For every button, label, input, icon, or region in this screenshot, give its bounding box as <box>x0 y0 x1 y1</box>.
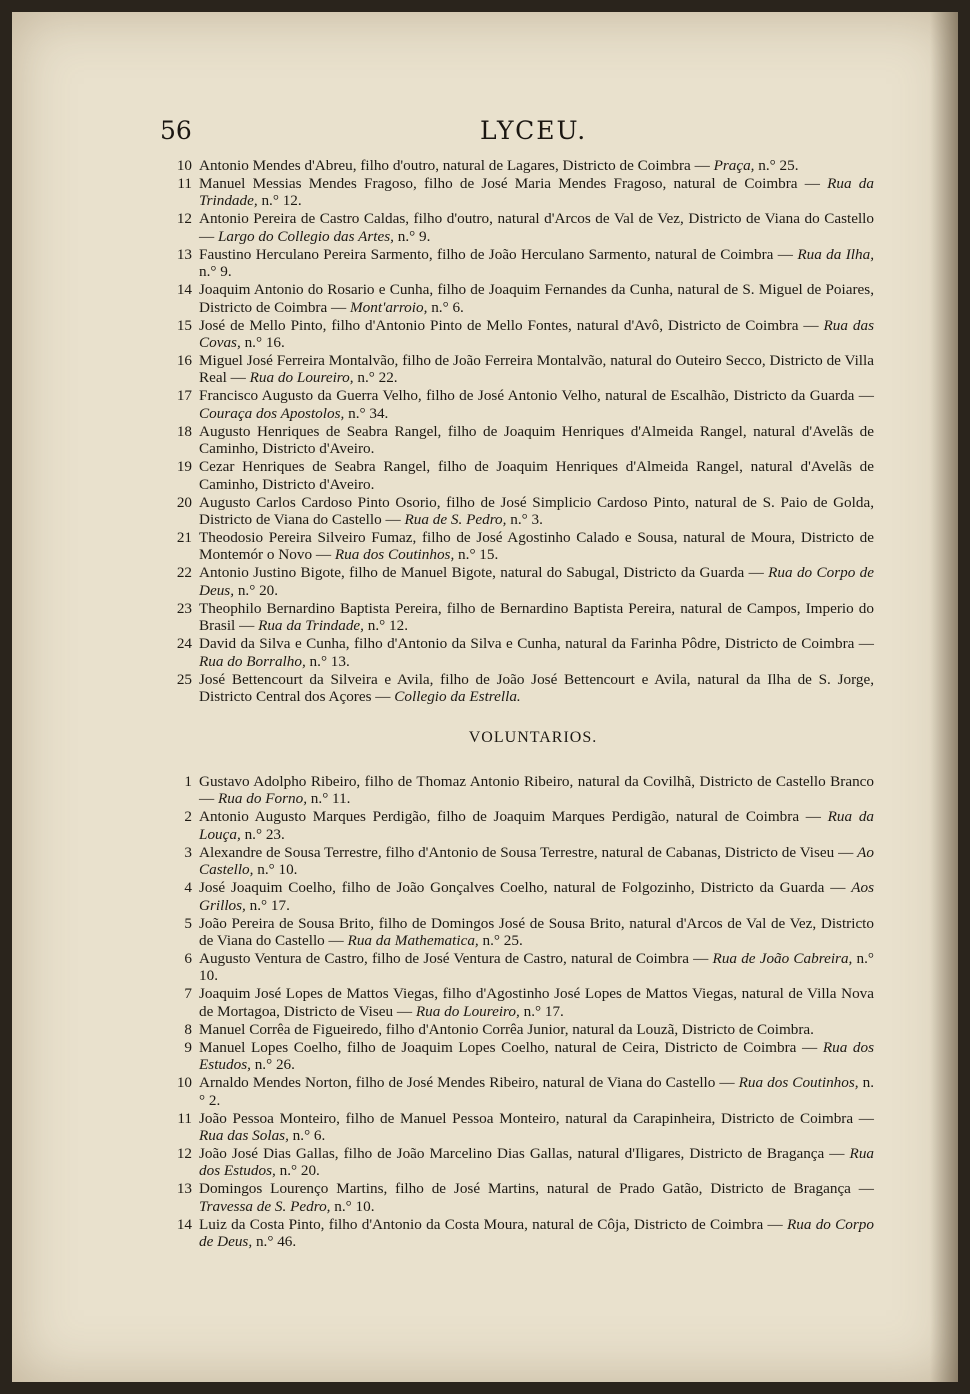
list-item <box>162 246 874 281</box>
list-item <box>162 915 874 950</box>
entry-description: Faustino Herculano Pereira Sarmento, filho de João Herculano Sarmento, natural de Coimbra — <box>199 245 793 263</box>
entry-text <box>199 175 874 210</box>
list-item <box>162 985 874 1020</box>
entry-description: Miguel José Ferreira Montalvão, filho de João Ferreira Montalvão, natural do Outeiro Secco, Districto de Villa Real — <box>199 352 874 387</box>
list-item <box>162 773 874 808</box>
entry-number: 3 <box>184 843 192 861</box>
entry-description: Augusto Henriques de Seabra Rangel, filho de Joaquim Henriques d'Almeida Rangel, natural d'Avelãs de Caminho, Districto d'Aveiro. <box>199 422 874 458</box>
entry-number: 4 <box>184 879 192 897</box>
entry-address: Rua da Ilha, <box>797 245 874 263</box>
entry-description: Theodosio Pereira Silveiro Fumaz, filho de José Agostinho Calado e Sousa, natural de Moura, Districto de Montemór o Novo — <box>199 529 874 564</box>
entry-text <box>199 915 874 950</box>
entry-number: 12 <box>176 210 192 228</box>
entry-address: Rua do Loureiro, <box>249 369 354 387</box>
entry-number: 14 <box>176 281 192 299</box>
list-item <box>162 1216 874 1251</box>
entry-text <box>199 458 874 493</box>
entry-address: Rua da Mathematica, <box>347 931 479 949</box>
entry-address: Rua de João Cabreira, <box>712 949 853 967</box>
entry-description: José de Mello Pinto, filho d'Antonio Pinto de Mello Fontes, natural d'Avô, Districto de Coimbra — <box>199 316 819 334</box>
entry-text <box>199 529 874 564</box>
entry-text <box>199 1216 874 1251</box>
entry-address: Rua da Louça, <box>199 808 875 843</box>
entry-description: Manuel Corrêa de Figueiredo, filho d'Antonio Corrêa Junior, natural da Louzã, Districto de Coimbra. <box>199 1020 814 1038</box>
entry-description: João José Dias Gallas, filho de João Marcelino Dias Gallas, natural d'Iligares, Districto de Bragança — <box>199 1144 845 1162</box>
entry-description: Cezar Henriques de Seabra Rangel, filho de Joaquim Henriques d'Almeida Rangel, natural d'Avelãs de Caminho, Districto d'Aveiro. <box>199 458 874 493</box>
list-item <box>162 175 874 210</box>
entry-number: 13 <box>176 245 192 263</box>
entry-address: Rua da Trindade, <box>258 617 364 635</box>
entry-number: 1 <box>184 772 192 790</box>
list-item <box>162 458 874 493</box>
entry-text <box>199 564 874 599</box>
entry-address: Rua dos Coutinhos, <box>738 1074 859 1092</box>
list-item <box>162 494 874 529</box>
entry-description: Joaquim José Lopes de Mattos Viegas, filho d'Agostinho José Lopes de Mattos Viegas, natural de Villa Nova de Mortagoa, Districto de Viseu — <box>199 985 874 1020</box>
entry-number: 2 <box>184 808 192 826</box>
entry-address: Rua da Trindade, <box>199 175 874 210</box>
entry-description: Augusto Carlos Cardoso Pinto Osorio, filho de José Simplicio Cardoso Pinto, natural de S. Paio de Golda, Districto de Viana do Castello — <box>199 493 874 529</box>
entry-description: Arnaldo Mendes Norton, filho de José Mendes Ribeiro, natural de Viana do Castello — <box>199 1074 735 1092</box>
entry-house-number: n.° 3. <box>506 511 543 529</box>
entry-number: 22 <box>176 564 192 582</box>
entry-address: Largo do Collegio das Artes, <box>217 227 394 245</box>
entry-text <box>199 879 874 914</box>
entry-house-number: n.° 25. <box>478 931 523 949</box>
entry-number: 12 <box>176 1144 192 1162</box>
entry-number: 5 <box>184 914 192 932</box>
entry-text <box>199 635 874 670</box>
entry-description: Manuel Lopes Coelho, filho de Joaquim Lopes Coelho, natural de Ceira, Districto de Coimbra — <box>199 1038 818 1056</box>
entry-number: 21 <box>176 529 192 547</box>
entry-address: Rua de S. Pedro, <box>404 511 507 529</box>
list-item <box>162 387 874 422</box>
list-item <box>162 1145 874 1180</box>
running-title: LYCEU. <box>480 116 588 145</box>
entry-number: 14 <box>176 1215 192 1233</box>
entry-description: Augusto Ventura de Castro, filho de José Ventura de Castro, natural de Coimbra — <box>199 949 709 967</box>
entry-description: Joaquim Antonio do Rosario e Cunha, filho de Joaquim Fernandes da Cunha, natural de S. Miguel de Poiares, Districto de Coimbra — <box>199 281 874 316</box>
entry-house-number: n.° 9. <box>393 227 431 245</box>
entry-text <box>199 1110 874 1145</box>
list-item <box>162 317 874 352</box>
entry-text <box>199 985 874 1020</box>
list-item <box>162 808 874 843</box>
entry-description: Francisco Augusto da Guerra Velho, filho de José Antonio Velho, natural de Escalhão, Districto da Guarda — <box>199 387 874 405</box>
entry-address: Aos Grillos, <box>199 879 875 914</box>
entry-address: Rua das Solas, <box>199 1126 289 1144</box>
entry-text <box>199 352 874 387</box>
entry-address: Rua do Forno, <box>217 790 307 808</box>
entry-description: Antonio Pereira de Castro Caldas, filho d'outro, natural d'Arcos de Val de Vez, Districto de Viana do Castello — <box>199 210 874 245</box>
entry-number: 8 <box>184 1020 192 1038</box>
entry-address: Travessa de S. Pedro, <box>199 1197 331 1215</box>
entry-text <box>199 210 874 245</box>
list-item <box>162 352 874 387</box>
entry-house-number: n.° 9. <box>199 263 232 281</box>
entry-address: Rua do Borralho, <box>199 652 306 670</box>
entry-description: Alexandre de Sousa Terrestre, filho d'Antonio de Sousa Terrestre, natural de Cabanas, Districto de Viseu — <box>199 843 854 861</box>
list-item <box>162 423 874 458</box>
entry-description: David da Silva e Cunha, filho d'Antonio da Silva e Cunha, natural da Farinha Pôdre, Districto de Coimbra — <box>199 635 874 653</box>
list-item <box>162 1039 874 1074</box>
entry-house-number: n.° 46. <box>252 1233 297 1251</box>
entry-description: Antonio Justino Bigote, filho de Manuel Bigote, natural do Sabugal, Districto da Guarda — <box>199 564 764 582</box>
entry-number: 24 <box>176 635 192 653</box>
entry-text <box>199 773 874 808</box>
entry-description: Gustavo Adolpho Ribeiro, filho de Thomaz Antonio Ribeiro, natural da Covilhã, Districto de Castello Branco — <box>199 772 874 808</box>
entry-address: Rua das Covas, <box>199 316 874 352</box>
entry-address: Ao Castello, <box>199 843 874 879</box>
entry-number: 11 <box>177 1109 192 1127</box>
entry-number: 15 <box>176 316 192 334</box>
list-item <box>162 950 874 985</box>
entry-number: 25 <box>176 670 192 688</box>
entry-description: Antonio Augusto Marques Perdigão, filho de Joaquim Marques Perdigão, natural de Coimbra — <box>199 808 821 826</box>
list-item <box>162 635 874 670</box>
entry-house-number: n.° 25. <box>754 157 799 174</box>
entry-house-number: n.° 15. <box>454 546 499 564</box>
entry-text <box>199 1074 874 1109</box>
entry-house-number: n.° 12. <box>257 192 302 210</box>
student-list <box>162 157 874 706</box>
entry-number: 20 <box>176 493 192 511</box>
entry-text <box>199 494 874 529</box>
entry-description: João Pereira de Sousa Brito, filho de Domingos José de Sousa Brito, natural d'Arcos de Val de Vez, Districto de Viana do Castello — <box>199 914 874 949</box>
entry-text <box>199 950 874 985</box>
page-header <box>160 116 940 152</box>
entry-house-number: n.° 23. <box>240 825 285 843</box>
list-item <box>162 600 874 635</box>
entry-house-number: n.° 17. <box>245 896 290 914</box>
entry-description: Luiz da Costa Pinto, filho d'Antonio da Costa Moura, natural de Côja, Districto de Coimbra — <box>199 1215 783 1233</box>
entry-house-number: n.° 22. <box>353 369 398 387</box>
entry-text <box>199 671 874 706</box>
voluntarios-list <box>162 773 874 1251</box>
entry-text <box>199 1021 874 1038</box>
entry-house-number: n.° 16. <box>240 334 285 352</box>
entry-address: Mont'arroio, <box>350 298 428 316</box>
entry-address: Praça, <box>713 157 755 174</box>
entry-address: Rua dos Coutinhos, <box>334 546 455 564</box>
entry-text <box>199 1180 874 1215</box>
entry-house-number: n.° 20. <box>275 1162 320 1180</box>
entry-text <box>199 281 874 316</box>
entry-number: 13 <box>176 1180 192 1198</box>
entry-text <box>199 246 874 281</box>
entry-address: Collegio da Estrella. <box>394 688 521 706</box>
list-item <box>162 879 874 914</box>
entry-number: 6 <box>184 949 192 967</box>
entry-house-number: n.° 20. <box>234 581 279 599</box>
entry-text <box>199 423 874 458</box>
entry-text <box>199 157 874 174</box>
entry-number: 17 <box>176 387 192 405</box>
entry-address: Rua do Corpo de Deus, <box>199 564 875 599</box>
entry-house-number: n.° 6. <box>427 298 464 316</box>
entry-number: 23 <box>176 599 192 617</box>
entry-text <box>199 1039 874 1074</box>
entry-house-number: n.° 11. <box>307 790 351 808</box>
entry-house-number: n.° 6. <box>288 1126 326 1144</box>
list-item <box>162 281 874 316</box>
entry-house-number: n.° 10. <box>253 861 298 879</box>
list-item <box>162 210 874 245</box>
entry-house-number: n.° 13. <box>305 652 350 670</box>
entry-address: Rua do Loureiro, <box>415 1002 520 1020</box>
list-item <box>162 1110 874 1145</box>
entry-address: Couraça dos Apostolos, <box>199 404 345 422</box>
list-item <box>162 157 874 174</box>
entry-house-number: n.° 17. <box>519 1002 564 1020</box>
entry-description: Domingos Lourenço Martins, filho de José Martins, natural de Prado Gatão, Districto de Bragança — <box>199 1180 874 1198</box>
entry-number: 10 <box>176 1074 192 1092</box>
entry-text <box>199 600 874 635</box>
entry-house-number: n.° 2. <box>199 1074 874 1109</box>
page-number: 56 <box>160 116 192 145</box>
entry-description: Manuel Messias Mendes Fragoso, filho de José Maria Mendes Fragoso, natural de Coimbra — <box>199 175 820 192</box>
page-spine-shadow <box>930 12 958 1382</box>
entry-house-number: n.° 10. <box>330 1197 375 1215</box>
entry-text <box>199 1145 874 1180</box>
entry-number: 7 <box>184 985 192 1003</box>
entry-house-number: n.° 10. <box>199 949 875 985</box>
book-page <box>12 12 958 1382</box>
entry-text <box>199 317 874 352</box>
entry-address: Rua do Corpo de Deus, <box>199 1215 874 1251</box>
list-item <box>162 1180 874 1215</box>
entry-number: 9 <box>184 1038 192 1056</box>
list-item <box>162 844 874 879</box>
entry-house-number: n.° 12. <box>363 617 409 635</box>
list-item <box>162 529 874 564</box>
list-item <box>162 564 874 599</box>
entry-description: José Joaquim Coelho, filho de João Gonçalves Coelho, natural de Folgozinho, Districto da Guarda — <box>199 879 846 897</box>
list-item <box>162 671 874 706</box>
entry-number: 16 <box>176 352 192 370</box>
entry-house-number: n.° 34. <box>344 404 389 422</box>
entry-house-number: n.° 26. <box>250 1056 295 1074</box>
list-item <box>162 1021 874 1038</box>
entry-address: Rua dos Estudos, <box>199 1144 875 1180</box>
entry-description: João Pessoa Monteiro, filho de Manuel Pessoa Monteiro, natural da Carapinheira, Districto de Coimbra — <box>199 1109 874 1127</box>
list-item <box>162 1074 874 1109</box>
entry-text <box>199 808 874 843</box>
entry-text <box>199 844 874 879</box>
page-content <box>162 157 874 1251</box>
entry-description: Antonio Mendes d'Abreu, filho d'outro, natural de Lagares, Districto de Coimbra — <box>199 157 710 174</box>
entry-number: 18 <box>176 422 192 440</box>
entry-number: 11 <box>177 175 192 192</box>
entry-description: Theophilo Bernardino Baptista Pereira, filho de Bernardino Baptista Pereira, natural de Campos, Imperio do Brasil — <box>199 599 874 635</box>
section-title: VOLUNTARIOS. <box>468 728 598 746</box>
entry-address: Rua dos Estudos, <box>199 1038 875 1074</box>
entry-text <box>199 387 874 422</box>
entry-description: José Bettencourt da Silveira e Avila, filho de João José Bettencourt e Avila, natural da Ilha de S. Jorge, Districto Central dos Açores — <box>199 670 874 706</box>
entry-number: 19 <box>176 458 192 476</box>
entry-number: 10 <box>176 157 192 174</box>
